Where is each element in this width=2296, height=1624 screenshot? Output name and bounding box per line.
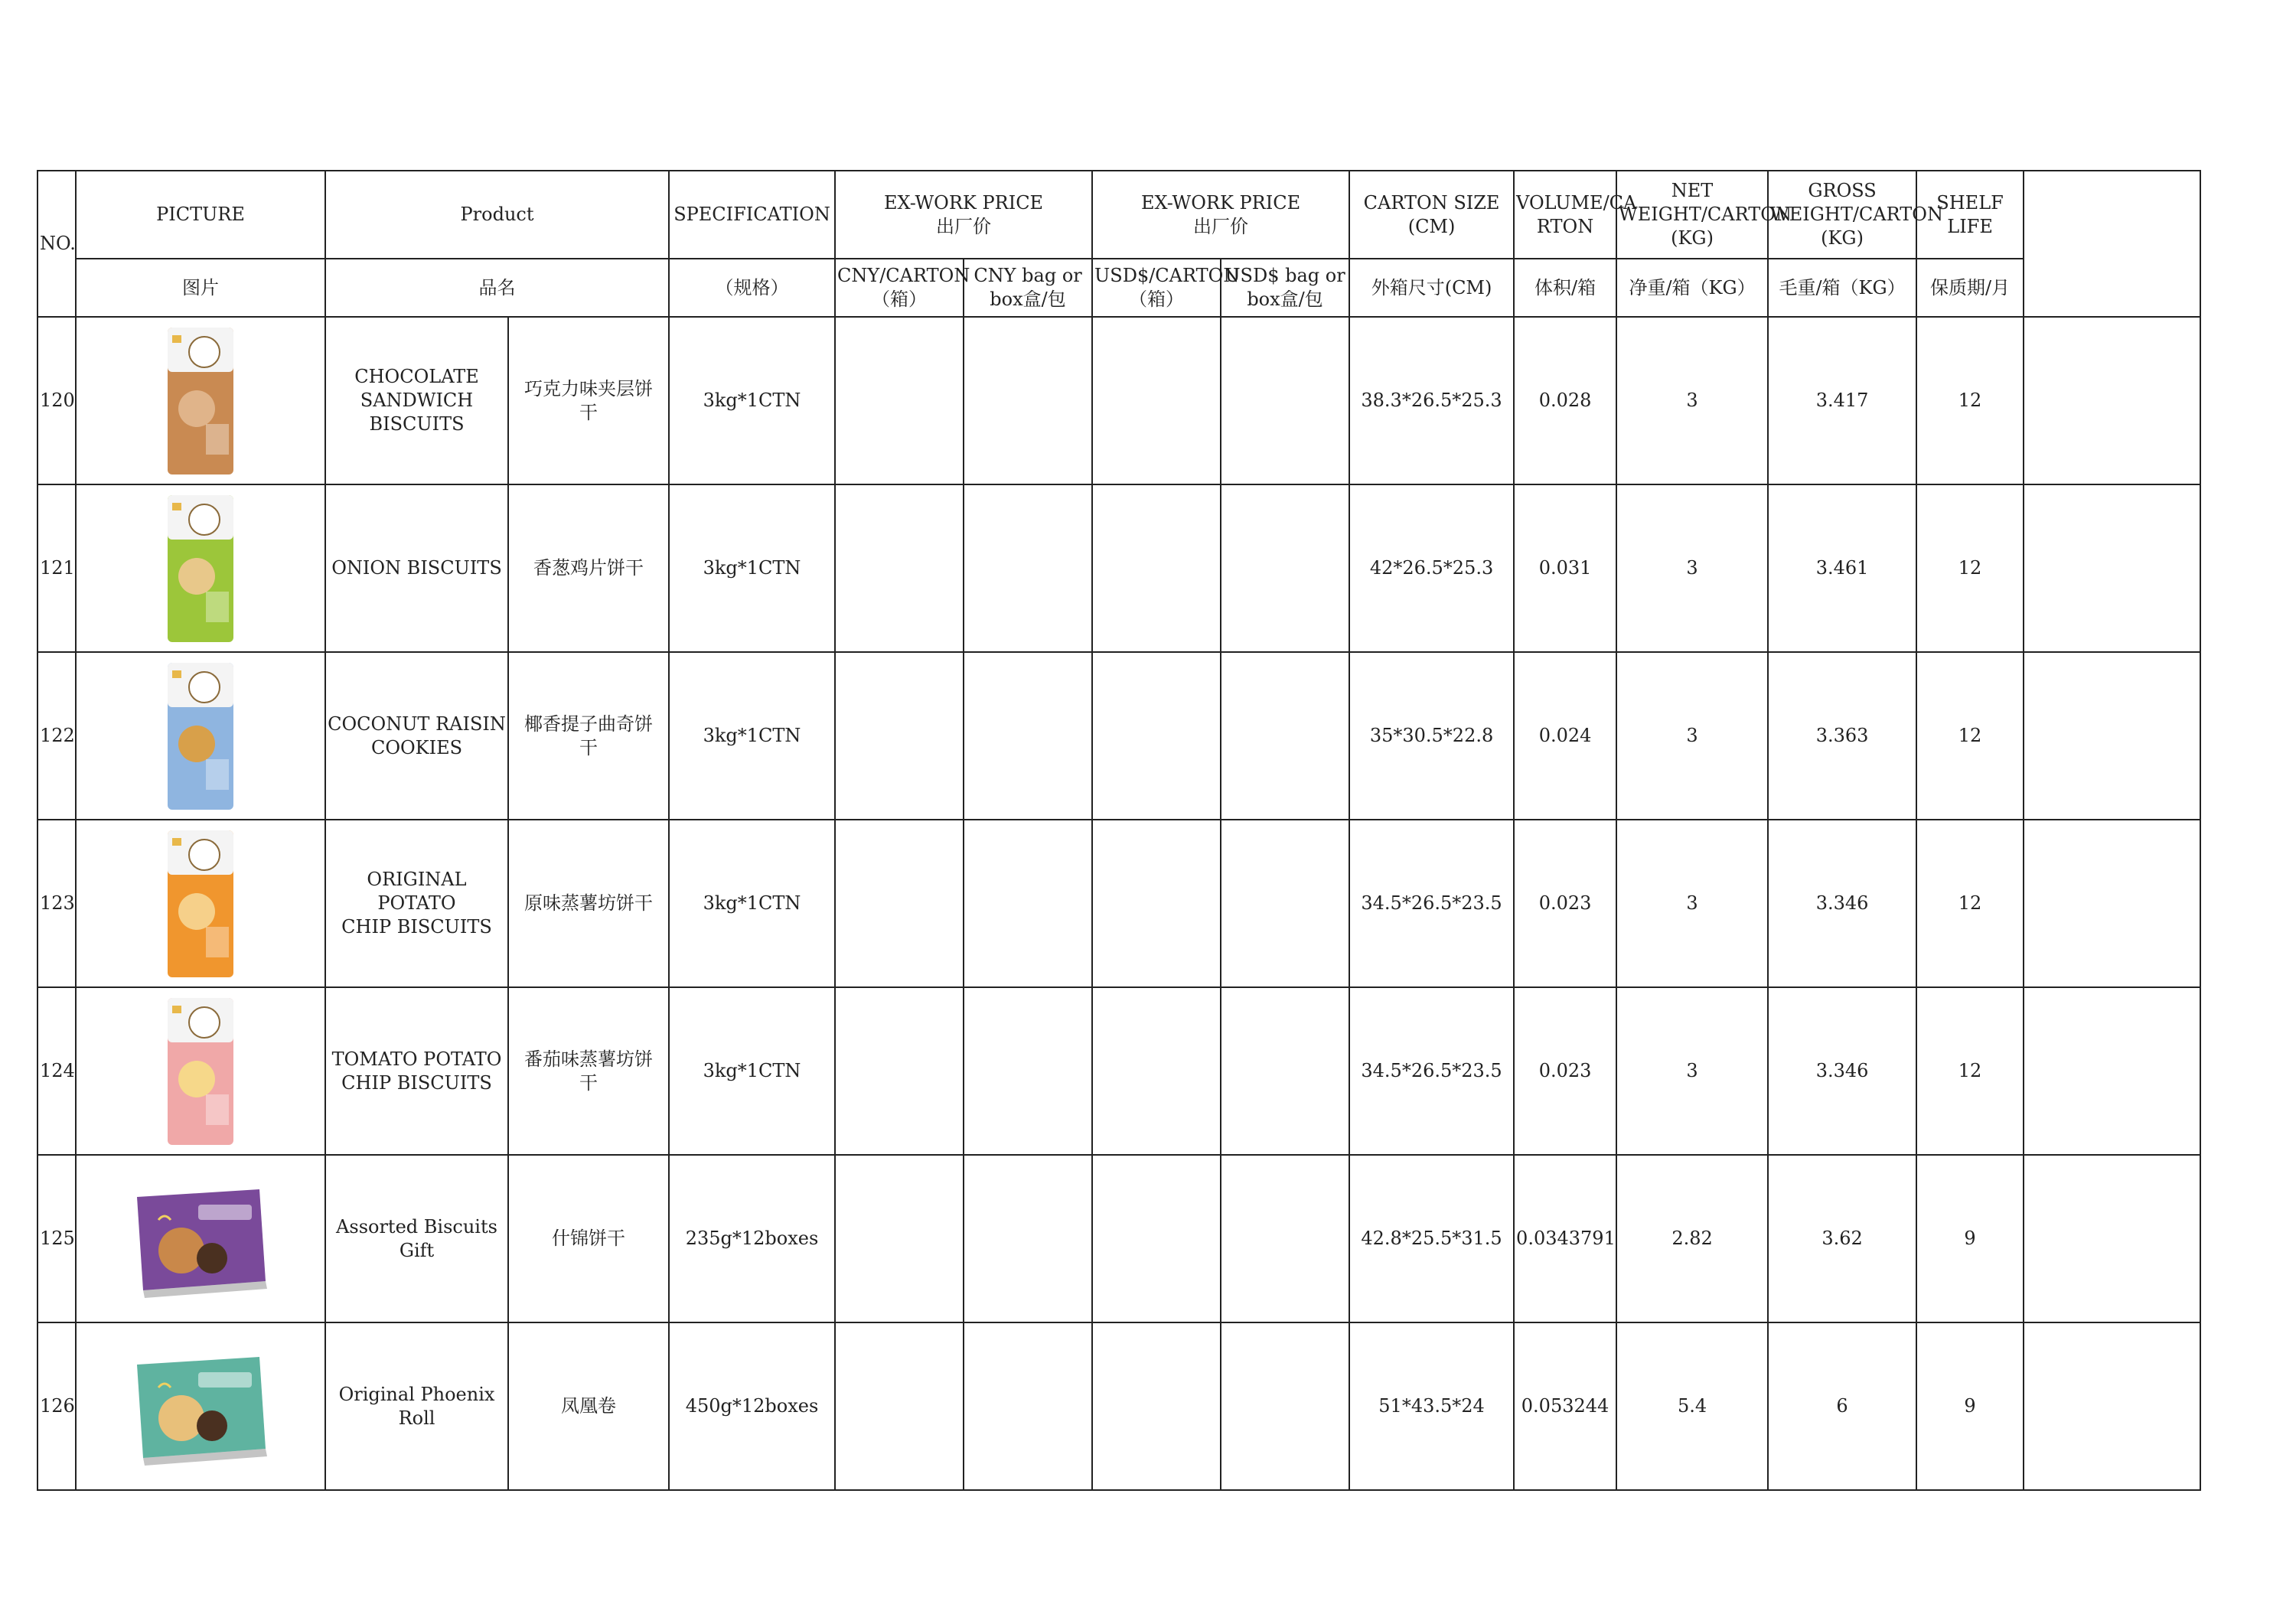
cny-bag-price [964, 987, 1092, 1155]
cny-bag-price [964, 652, 1092, 820]
carton-size: 35*30.5*22.8 [1349, 652, 1514, 820]
blank-cell [2024, 820, 2200, 987]
product-name-en: COCONUT RAISIN COOKIES [325, 652, 508, 820]
header-row-1 [38, 171, 2200, 259]
product-picture-cell [76, 652, 325, 820]
header-gross-weight: GROSS WEIGHT/CARTON (KG) [1768, 171, 1916, 259]
product-name-en: CHOCOLATE SANDWICH BISCUITS [325, 317, 508, 484]
cny-bag-price [964, 317, 1092, 484]
gross-weight: 3.363 [1768, 652, 1916, 820]
header-product: Product [325, 171, 669, 259]
gross-weight: 6 [1768, 1322, 1916, 1490]
product-name-en: Original Phoenix Roll [325, 1322, 508, 1490]
carton-size: 42*26.5*25.3 [1349, 484, 1514, 652]
usd-carton-price [1092, 987, 1221, 1155]
shelf-life: 9 [1916, 1155, 2024, 1322]
net-weight: 3 [1616, 820, 1768, 987]
product-photo [166, 660, 235, 813]
net-weight: 5.4 [1616, 1322, 1768, 1490]
header-specification: SPECIFICATION [669, 171, 835, 259]
header-picture-cn: 图片 [76, 259, 325, 317]
row-number: 121 [38, 484, 76, 652]
usd-bag-price [1221, 987, 1349, 1155]
header-usd-bag: USD$ bag or box盒/包 [1221, 259, 1349, 317]
shelf-life: 12 [1916, 317, 2024, 484]
net-weight: 3 [1616, 652, 1768, 820]
product-picture-cell [76, 820, 325, 987]
blank-cell [2024, 1322, 2200, 1490]
header-net-weight: NET WEIGHT/CARTON (KG) [1616, 171, 1768, 259]
shelf-life: 12 [1916, 484, 2024, 652]
product-name-cn: 什锦饼干 [508, 1155, 669, 1322]
shelf-life: 12 [1916, 820, 2024, 987]
row-number: 120 [38, 317, 76, 484]
gross-weight: 3.346 [1768, 987, 1916, 1155]
table-row [38, 652, 2200, 820]
carton-size: 42.8*25.5*31.5 [1349, 1155, 1514, 1322]
volume: 0.053244 [1514, 1322, 1616, 1490]
header-volume-cn: 体积/箱 [1514, 259, 1616, 317]
product-picture-cell [76, 1155, 325, 1322]
row-number: 122 [38, 652, 76, 820]
product-name-en: Assorted Biscuits Gift [325, 1155, 508, 1322]
carton-size: 34.5*26.5*23.5 [1349, 987, 1514, 1155]
volume: 0.0343791 [1514, 1155, 1616, 1322]
product-picture-cell [76, 1322, 325, 1490]
gross-weight: 3.461 [1768, 484, 1916, 652]
net-weight: 3 [1616, 317, 1768, 484]
usd-carton-price [1092, 1322, 1221, 1490]
usd-carton-price [1092, 1155, 1221, 1322]
usd-bag-price [1221, 1155, 1349, 1322]
specification: 3kg*1CTN [669, 820, 835, 987]
blank-cell [2024, 652, 2200, 820]
product-name-cn: 巧克力味夹层饼 干 [508, 317, 669, 484]
product-name-en: ORIGINAL POTATO CHIP BISCUITS [325, 820, 508, 987]
usd-carton-price [1092, 317, 1221, 484]
specification: 450g*12boxes [669, 1322, 835, 1490]
product-photo [166, 827, 235, 980]
product-photo [166, 492, 235, 645]
volume: 0.028 [1514, 317, 1616, 484]
product-photo [128, 1174, 273, 1304]
usd-bag-price [1221, 1322, 1349, 1490]
header-spec-cn: （规格） [669, 259, 835, 317]
usd-bag-price [1221, 484, 1349, 652]
specification: 3kg*1CTN [669, 484, 835, 652]
header-shelf-cn: 保质期/月 [1916, 259, 2024, 317]
product-price-table [37, 170, 2201, 1491]
blank-cell [2024, 987, 2200, 1155]
header-usd-carton: USD$/CARTON （箱） [1092, 259, 1221, 317]
carton-size: 51*43.5*24 [1349, 1322, 1514, 1490]
table-row [38, 317, 2200, 484]
volume: 0.023 [1514, 987, 1616, 1155]
usd-bag-price [1221, 820, 1349, 987]
shelf-life: 12 [1916, 652, 2024, 820]
header-exwork-usd: EX-WORK PRICE 出厂价 [1092, 171, 1349, 259]
row-number: 125 [38, 1155, 76, 1322]
cny-carton-price [835, 820, 964, 987]
table-row [38, 820, 2200, 987]
usd-bag-price [1221, 317, 1349, 484]
header-shelf-life: SHELF LIFE [1916, 171, 2024, 259]
row-number: 126 [38, 1322, 76, 1490]
product-picture-cell [76, 987, 325, 1155]
product-name-en: ONION BISCUITS [325, 484, 508, 652]
header-no: NO. [38, 171, 76, 317]
product-name-cn: 凤凰卷 [508, 1322, 669, 1490]
header-cny-bag: CNY bag or box盒/包 [964, 259, 1092, 317]
blank-cell [2024, 1155, 2200, 1322]
product-name-en: TOMATO POTATO CHIP BISCUITS [325, 987, 508, 1155]
product-name-cn: 原味蒸薯坊饼干 [508, 820, 669, 987]
specification: 235g*12boxes [669, 1155, 835, 1322]
header-blank [2024, 171, 2200, 317]
net-weight: 3 [1616, 987, 1768, 1155]
header-row-2 [38, 259, 2200, 317]
cny-bag-price [964, 1155, 1092, 1322]
header-exwork-cny: EX-WORK PRICE 出厂价 [835, 171, 1092, 259]
net-weight: 3 [1616, 484, 1768, 652]
product-photo [166, 324, 235, 478]
usd-bag-price [1221, 652, 1349, 820]
net-weight: 2.82 [1616, 1155, 1768, 1322]
specification: 3kg*1CTN [669, 317, 835, 484]
row-number: 123 [38, 820, 76, 987]
shelf-life: 12 [1916, 987, 2024, 1155]
header-picture: PICTURE [76, 171, 325, 259]
shelf-life: 9 [1916, 1322, 2024, 1490]
table-row [38, 484, 2200, 652]
header-volume: VOLUME/CA RTON [1514, 171, 1616, 259]
cny-bag-price [964, 1322, 1092, 1490]
gross-weight: 3.346 [1768, 820, 1916, 987]
usd-carton-price [1092, 820, 1221, 987]
blank-cell [2024, 317, 2200, 484]
product-name-cn: 香葱鸡片饼干 [508, 484, 669, 652]
volume: 0.024 [1514, 652, 1616, 820]
table-row [38, 1155, 2200, 1322]
volume: 0.031 [1514, 484, 1616, 652]
table-row [38, 1322, 2200, 1490]
product-photo [128, 1342, 273, 1472]
product-name-cn: 番茄味蒸薯坊饼 干 [508, 987, 669, 1155]
cny-carton-price [835, 484, 964, 652]
volume: 0.023 [1514, 820, 1616, 987]
table-row [38, 987, 2200, 1155]
specification: 3kg*1CTN [669, 652, 835, 820]
product-picture-cell [76, 484, 325, 652]
cny-carton-price [835, 987, 964, 1155]
cny-bag-price [964, 484, 1092, 652]
header-gross-cn: 毛重/箱（KG） [1768, 259, 1916, 317]
carton-size: 38.3*26.5*25.3 [1349, 317, 1514, 484]
header-product-cn: 品名 [325, 259, 669, 317]
gross-weight: 3.417 [1768, 317, 1916, 484]
cny-bag-price [964, 820, 1092, 987]
gross-weight: 3.62 [1768, 1155, 1916, 1322]
row-number: 124 [38, 987, 76, 1155]
usd-carton-price [1092, 652, 1221, 820]
cny-carton-price [835, 1155, 964, 1322]
header-carton-size-cn: 外箱尺寸(CM) [1349, 259, 1514, 317]
usd-carton-price [1092, 484, 1221, 652]
product-name-cn: 椰香提子曲奇饼 干 [508, 652, 669, 820]
specification: 3kg*1CTN [669, 987, 835, 1155]
product-picture-cell [76, 317, 325, 484]
header-carton-size: CARTON SIZE (CM) [1349, 171, 1514, 259]
blank-cell [2024, 484, 2200, 652]
cny-carton-price [835, 1322, 964, 1490]
carton-size: 34.5*26.5*23.5 [1349, 820, 1514, 987]
product-photo [166, 995, 235, 1148]
header-net-cn: 净重/箱（KG） [1616, 259, 1768, 317]
cny-carton-price [835, 652, 964, 820]
header-cny-carton: CNY/CARTON （箱） [835, 259, 964, 317]
cny-carton-price [835, 317, 964, 484]
